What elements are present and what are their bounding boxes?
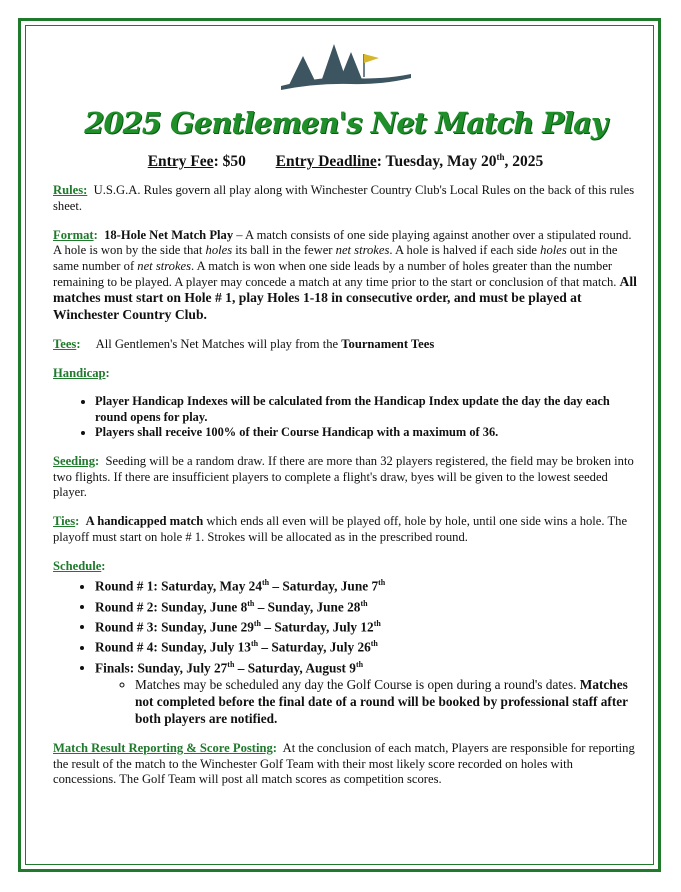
schedule-section: Schedule:: [53, 558, 106, 573]
handicap-section: Handicap:: [53, 366, 110, 381]
golf-trees-flag-logo: [281, 40, 411, 96]
rules-text: U.S.G.A. Rules govern all play along with Winchester Country Club's Local Rules on the back of this rules sheet.: [53, 183, 635, 213]
list-item: • Player Handicap Indexes will be calculated from the Handicap Index update the day the day each round opens for play.: [95, 394, 638, 425]
format-italic-net-2: net strokes: [137, 258, 192, 273]
format-italic-holes-2: holes: [540, 243, 567, 258]
tees-bold: Tournament Tees: [341, 336, 435, 351]
list-item: • Round # 3: Sunday, June 29th – Saturday, July 12th: [95, 615, 638, 635]
entry-line: [53, 150, 638, 169]
reporting-section: Match Result Reporting & Score Posting: At the conclusion of each match, Players are responsible for reporting the result of the match to the Winchester Golf Team with their most likely score recorded on holes with concessions. The Golf Team will post all match scores as competition scores.: [53, 741, 635, 786]
handicap-list: [53, 394, 638, 440]
seeding-text: Seeding will be a random draw. If there are more than 32 players registered, the field may be broken into two flights. If there are insufficient players to complete a flight's draw, byes will be given to the lowest seeded player.: [53, 454, 634, 499]
list-item: • Round # 2: Sunday, June 8th – Sunday, June 28th: [95, 595, 638, 615]
reporting-text: At the conclusion of each match, Players are responsible for reporting the result of the match to the Winchester Golf Team with their most likely score recorded on holes with concessions. The Golf Team will post all match scores as competition scores.: [53, 741, 635, 786]
seeding-section: Seeding: Seeding will be a random draw. If there are more than 32 players registered, the field may be broken into two flights. If there are insufficient players to complete a flight's draw, byes will be given to the lowest seeded player.: [53, 454, 634, 499]
entry-fee-label: Entry Fee: [147, 153, 214, 171]
ties-heading: Ties: [53, 514, 76, 529]
format-text-3: . A hole is halved if each side: [389, 243, 541, 258]
list-item: • Round # 4: Sunday, July 13th – Saturday, July 26th: [95, 635, 638, 655]
reporting-heading: Match Result Reporting & Score Posting: [53, 741, 273, 756]
format-bold-rule: All matches must start on Hole # 1, play Holes 1-18 in consecutive order, and must be played at Winchester Country Club.: [53, 273, 637, 322]
format-text-4: out in the same number of: [53, 243, 618, 273]
schedule-heading: Schedule: [53, 558, 102, 573]
schedule-sublist: [95, 676, 638, 727]
tees-heading: Tees: [53, 336, 77, 351]
format-italic-holes-1: holes: [205, 243, 233, 258]
page-title: 2025 Gentlemen's Net Match Play: [84, 106, 607, 140]
ties-bold: A handicapped match: [85, 514, 204, 529]
entry-deadline-sup: th: [496, 152, 505, 162]
list-item: ◦ Matches may be scheduled any day the Golf Course is open during a round's dates. Matches not completed before the final date of a round will be booked by professional staff after both players are notified.: [135, 676, 638, 727]
ties-text: which ends all even will be played off, hole by hole, until one side wins a hole. The playoff must start on hole # 1. Strokes will be allocated as in the prescribed round.: [53, 514, 628, 544]
list-item: • Finals: Sunday, July 27th – Saturday, August 9th ◦ Matches may be scheduled any day the Golf Course is open during a round's dates. Matches not completed before the final date of a round will be booked by professional staff after both players are notified.: [95, 656, 638, 727]
schedule-list: [53, 574, 638, 727]
format-text-1: – A match consists of one side playing against another over a stipulated round. A hole is won by the side that: [53, 228, 632, 258]
format-text-2: its ball in the fewer: [232, 243, 336, 258]
format-heading: Format: [53, 228, 94, 243]
seeding-heading: Seeding: [53, 454, 95, 469]
list-item: • Round # 1: Saturday, May 24th – Saturday, June 7th: [95, 574, 638, 594]
format-section: Format: 18-Hole Net Match Play – A match consists of one side playing against another over a stipulated round. A hole is won by the side that holes its ball in the fewer net strokes. A hole is halved if each side holes out in the same number of net strokes. A match is won when one side leads by a number of holes greater than the number remaining to be played. A player may concede a match at any time prior to the start or conclusion of that match. All matches must start on Hole # 1, play Holes 1-18 in consecutive order, and must be played at Winchester Country Club.: [53, 228, 637, 322]
format-italic-net-1: net strokes: [335, 243, 390, 258]
ties-section: Ties: A handicapped match which ends all even will be played off, hole by hole, until one side wins a hole. The playoff must start on hole # 1. Strokes will be allocated as in the prescribed round.: [53, 514, 628, 544]
tees-section: Tees: All Gentlemen's Net Matches will play from the Tournament Tees: [53, 336, 435, 351]
entry-deadline-year: , 2025: [504, 153, 544, 171]
tees-text: All Gentlemen's Net Matches will play from the: [95, 336, 342, 351]
rules-section: [53, 183, 638, 214]
list-item: • Players shall receive 100% of their Course Handicap with a maximum of 36.: [95, 425, 638, 440]
entry-deadline-value: : Tuesday, May 20: [376, 153, 497, 171]
document-body: [53, 40, 638, 787]
rules-heading: Rules:: [53, 183, 88, 198]
entry-deadline-label: Entry Deadline: [275, 153, 377, 171]
handicap-heading: Handicap: [53, 366, 106, 381]
format-subheading: 18-Hole Net Match Play: [104, 228, 234, 243]
format-text-5: . A match is won when one side leads by a number of holes greater than the number remaining to be played. A player may concede a match at any time prior to the start or conclusion of that match.: [53, 258, 620, 289]
entry-fee-value: : $50: [213, 153, 246, 171]
